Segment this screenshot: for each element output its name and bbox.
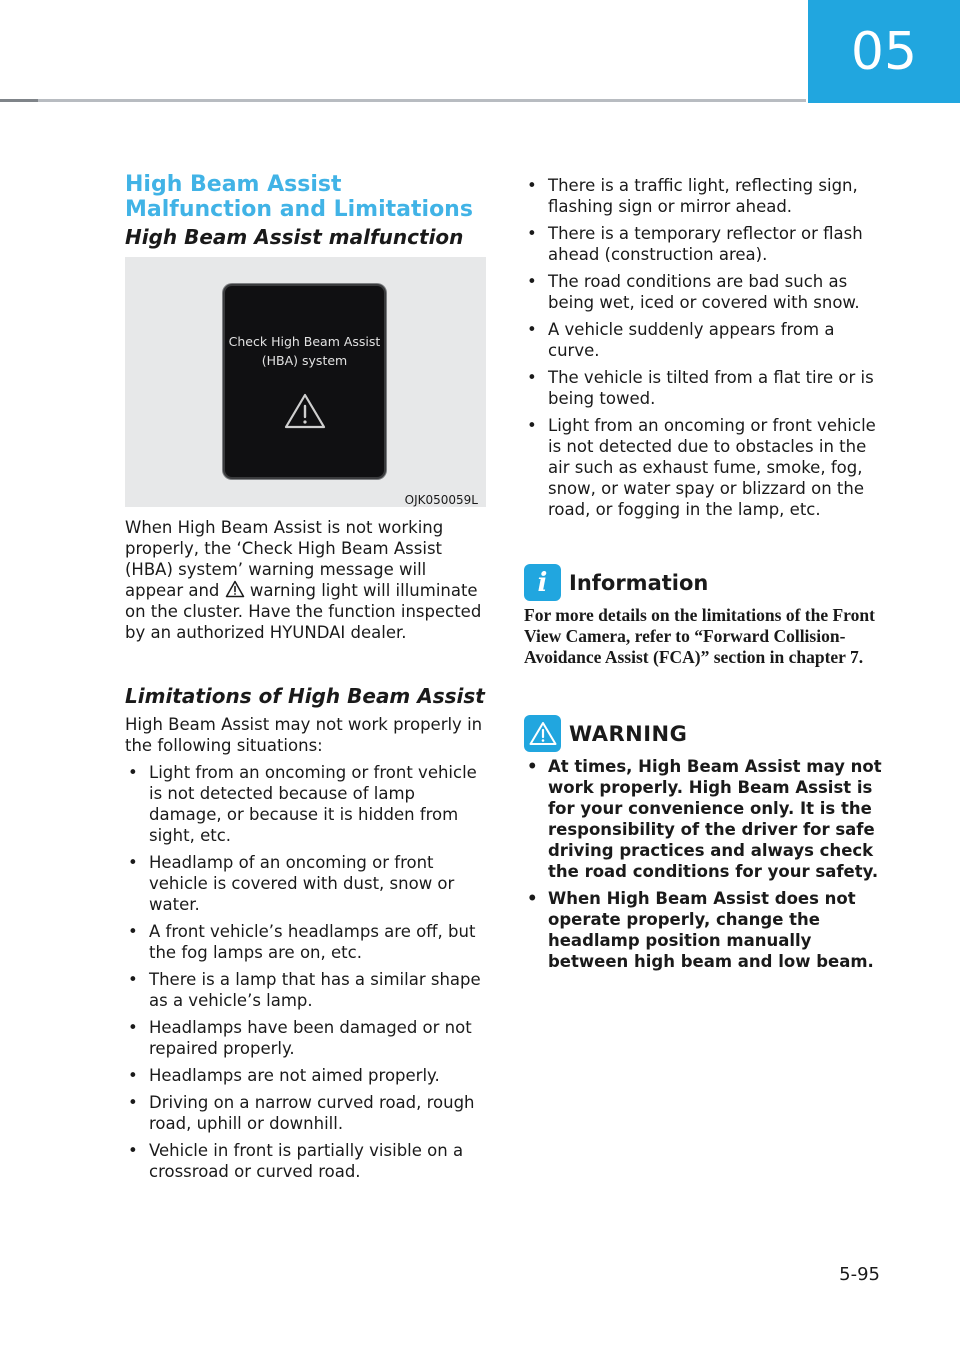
warning-triangle-icon [524,715,561,752]
list-item: • A front vehicle’s headlamps are off, but the fog lamps are on, etc. [125,921,485,963]
cluster-message [225,332,384,370]
limitations-list-right [524,175,888,526]
list-item: • Driving on a narrow curved road, rough road, uphill or downhill. [125,1092,485,1134]
list-item: • A vehicle suddenly appears from a curve. [524,319,888,361]
malfunction-paragraph [125,517,485,643]
warning-triangle-icon [225,580,245,598]
cluster-message-line2: (HBA) system [261,353,348,368]
header-rule [0,99,806,102]
list-item: • Vehicle in front is partially visible on a crossroad or curved road. [125,1140,485,1182]
information-text: For more details on the limitations of the Front View Camera, refer to “Forward Collision-Avoidance Assist (FCA)” section in chapter 7. [524,605,875,667]
list-item: • Headlamp of an oncoming or front vehicle is covered with dust, snow or water. [125,852,485,915]
list-item: • At times, High Beam Assist may not work properly. High Beam Assist is for your convenience only. It is the responsibility of the driver for safe driving practices and always check the road conditions for your safety. [524,756,888,882]
information-label: Information [569,570,709,595]
limitations-list-left [125,762,485,1188]
warning-label: WARNING [569,721,688,746]
page-number: 5-95 [839,1264,880,1285]
section-title: High Beam Assist Malfunction and Limitations [125,172,473,222]
figure-cluster-display [125,257,486,507]
cluster-message-line1: Check High Beam Assist [228,334,381,349]
list-item: • The vehicle is tilted from a flat tire or is being towed. [524,367,888,409]
list-item: • The road conditions are bad such as being wet, iced or covered with snow. [524,271,888,313]
info-icon: i [524,564,561,601]
information-header [524,564,708,601]
malfunction-title: High Beam Assist malfunction [125,225,464,249]
warning-list [524,756,888,978]
list-item: • Light from an oncoming or front vehicle is not detected because of lamp damage, or because it is hidden from sight, etc. [125,762,485,846]
malfunction-text-2: warning light will illuminate on the cluster. Have the function inspected by an authorized HYUNDAI dealer. [125,581,482,642]
list-item: • Light from an oncoming or front vehicle is not detected due to obstacles in the air such as exhaust fume, smoke, fog, snow, or water spay or blizzard on the road, or fogging in the lamp, etc. [524,415,888,520]
list-item: • There is a lamp that has a similar shape as a vehicle’s lamp. [125,969,485,1011]
limitations-title: Limitations of High Beam Assist [125,684,485,708]
chapter-tab [808,0,960,103]
list-item: • There is a temporary reflector or flash ahead (construction area). [524,223,888,265]
list-item: • Headlamps are not aimed properly. [125,1065,485,1086]
chapter-number: 05 [850,21,918,82]
list-item: • When High Beam Assist does not operate properly, change the headlamp position manually between high beam and low beam. [524,888,888,972]
figure-code: OJK050059L [404,493,478,507]
header-rule-accent [0,99,38,102]
list-item: • There is a traffic light, reflecting sign, flashing sign or mirror ahead. [524,175,888,217]
limitations-intro: High Beam Assist may not work properly in the following situations: [125,715,483,755]
warning-triangle-icon [283,392,327,430]
cluster-screen [225,286,384,477]
malfunction-text-1: When High Beam Assist is not working properly, the ‘Check High Beam Assist (HBA) system’ warning message will appear and [125,518,444,600]
warning-header [524,715,687,752]
list-item: • Headlamps have been damaged or not repaired properly. [125,1017,485,1059]
